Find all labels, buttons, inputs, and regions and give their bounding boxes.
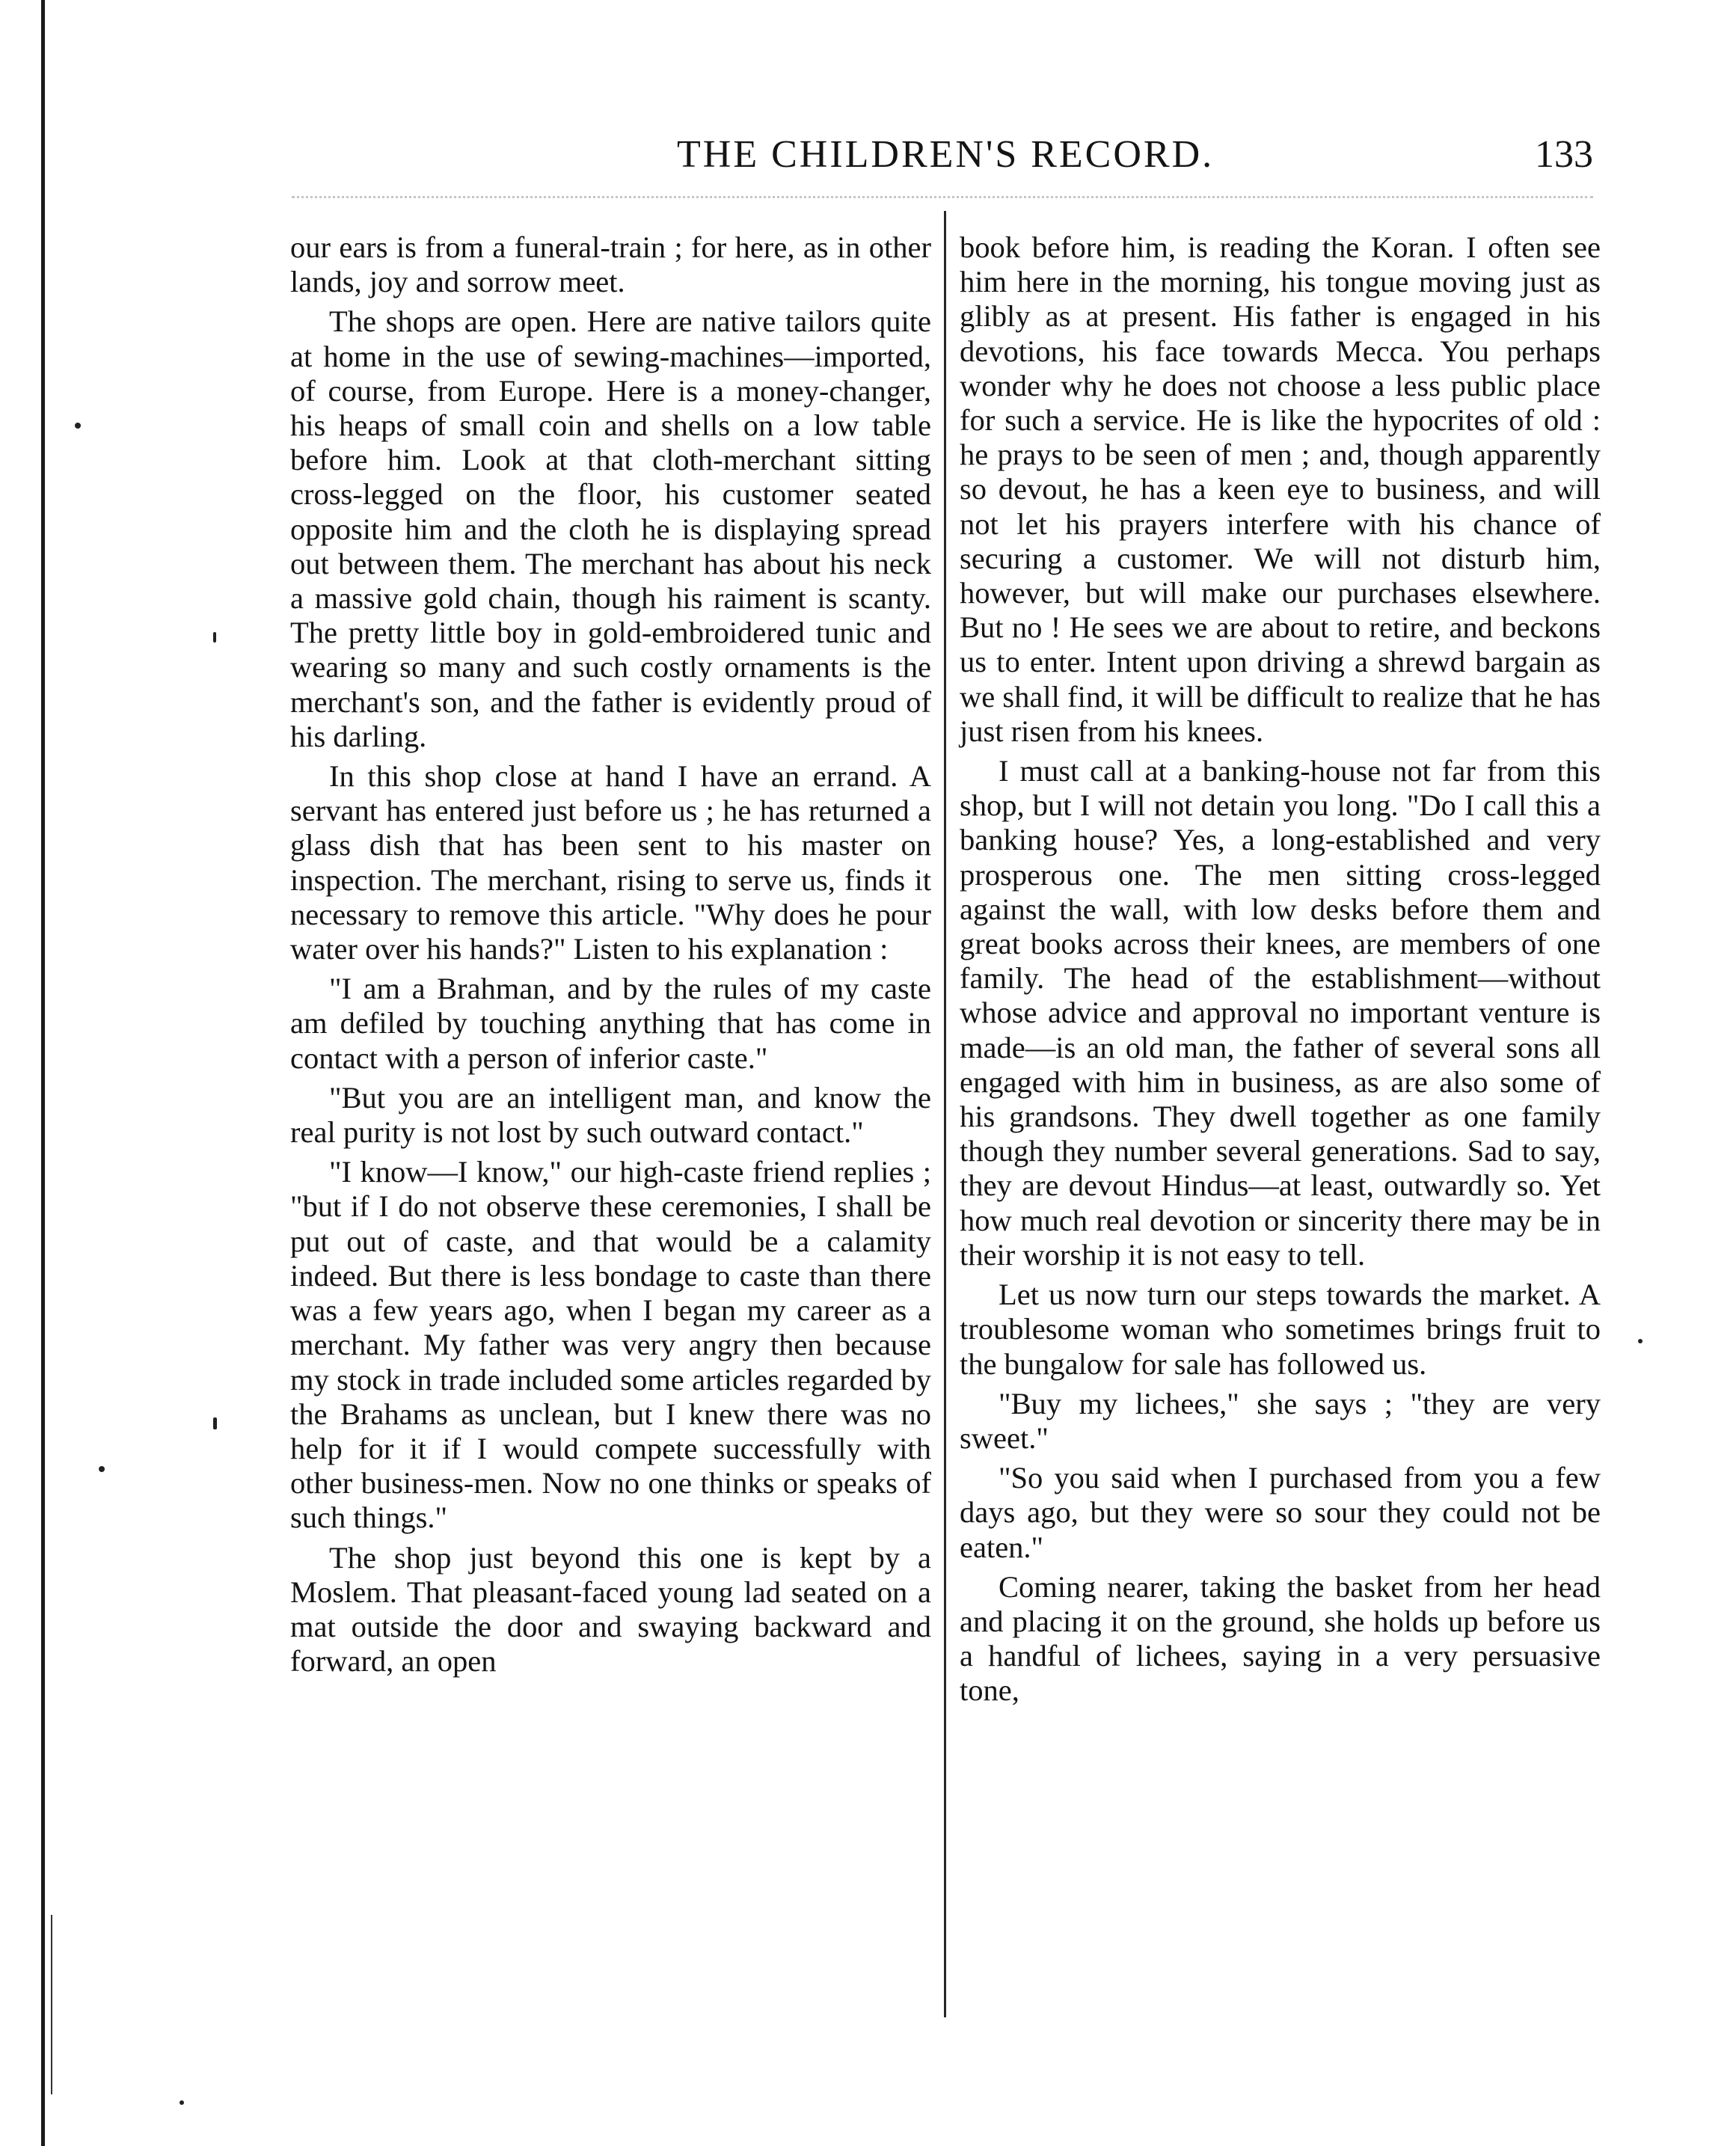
paragraph: The shop just beyond this one is kept by a Moslem. That pleasant-faced young lad seated on a mat outside the door and swaying backward and forward, an open bbox=[290, 1540, 931, 1679]
paragraph: The shops are open. Here are native tailors quite at home in the use of sewing-machines—imported, of course, from Europe. Here is a money-changer, his heaps of small coin and shells on a low table before him. Look at that cloth-merchant sitting cross-legged on the floor, his customer seated opposite him and the cloth he is displaying spread out between them. The merchant has about his neck a massive gold chain, though his raiment is scanty. The pretty little boy in gold-embroidered tunic and wearing so many and such costly ornaments is the merchant's son, and the father is evidently proud of his darling. bbox=[290, 304, 931, 753]
scan-speck bbox=[213, 632, 216, 643]
paragraph: "Buy my lichees," she says ; "they are very sweet." bbox=[960, 1386, 1601, 1455]
paragraph: "But you are an intelligent man, and know the real purity is not lost by such outward contact." bbox=[290, 1080, 931, 1150]
page-binding-edge-thin bbox=[51, 1915, 52, 2094]
scan-speck bbox=[180, 2100, 184, 2105]
right-column bbox=[960, 230, 1601, 1714]
journal-title: THE CHILDREN'S RECORD. bbox=[677, 133, 1215, 176]
paragraph: "I am a Brahman, and by the rules of my caste am defiled by touching anything that has come in contact with a person of inferior caste." bbox=[290, 972, 931, 1075]
header-rule bbox=[292, 196, 1593, 203]
scan-speck bbox=[1638, 1339, 1643, 1343]
scan-speck bbox=[213, 1417, 217, 1429]
column-divider bbox=[944, 211, 946, 2017]
scan-speck bbox=[75, 423, 81, 429]
paragraph: "I know—I know," our high-caste friend replies ; "but if I do not observe these ceremonies, I shall be put out of caste, and that would be a calamity indeed. But there is less bondage to caste than there was a few years ago, when I began my career as a merchant. My father was very angry then because my stock in trade included some articles regarded by the Brahams as unclean, but I knew there was no help for it if I would compete successfully with other business-men. Now no one thinks or speaks of such things." bbox=[290, 1155, 931, 1535]
paragraph: "So you said when I purchased from you a few days ago, but they were so sour they could not be eaten." bbox=[960, 1461, 1601, 1564]
paragraph: Let us now turn our steps towards the market. A troublesome woman who sometimes brings fruit to the bungalow for sale has followed us. bbox=[960, 1278, 1601, 1381]
paragraph: In this shop close at hand I have an errand. A servant has entered just before us ; he has returned a glass dish that has been sent to his master on inspection. The merchant, rising to serve us, finds it necessary to remove this article. "Why does he pour water over his hands?" Listen to his explanation : bbox=[290, 759, 931, 966]
paragraph: Coming nearer, taking the basket from her head and placing it on the ground, she holds up before us a handful of lichees, saying in a very persuasive tone, bbox=[960, 1569, 1601, 1708]
paragraph: our ears is from a funeral-train ; for here, as in other lands, joy and sorrow meet. bbox=[290, 230, 931, 299]
left-column bbox=[290, 230, 931, 1684]
page-binding-edge bbox=[41, 0, 45, 2146]
page-number: 133 bbox=[1535, 133, 1593, 176]
paragraph: I must call at a banking-house not far from this shop, but I will not detain you long. "Do I call this a banking house? Yes, a long-established and very prosperous one. The men sitting cross-legged against the wall, with low desks before them and great books across their knees, are members of one family. The head of the establishment—without whose advice and approval no important venture is made—is an old man, the father of several sons all engaged with him in business, as are also some of his grandsons. They dwell together as one family though they number several generations. Sad to say, they are devout Hindus—at least, outwardly so. Yet how much real devotion or sincerity there may be in their worship it is not easy to tell. bbox=[960, 754, 1601, 1272]
scan-speck bbox=[99, 1466, 105, 1472]
paragraph: book before him, is reading the Koran. I often see him here in the morning, his tongue moving just as glibly as at present. His father is engaged in his devotions, his face towards Mecca. You perhaps wonder why he does not choose a less public place for such a service. He is like the hypocrites of old : he prays to be seen of men ; and, though apparently so devout, he has a keen eye to business, and will not let his prayers interfere with his chance of securing a customer. We will not disturb him, however, but will make our purchases elsewhere. But no ! He sees we are about to retire, and beckons us to enter. Intent upon driving a shrewd bargain as we shall find, it will be difficult to realize that he has just risen from his knees. bbox=[960, 230, 1601, 748]
running-header bbox=[292, 129, 1593, 181]
